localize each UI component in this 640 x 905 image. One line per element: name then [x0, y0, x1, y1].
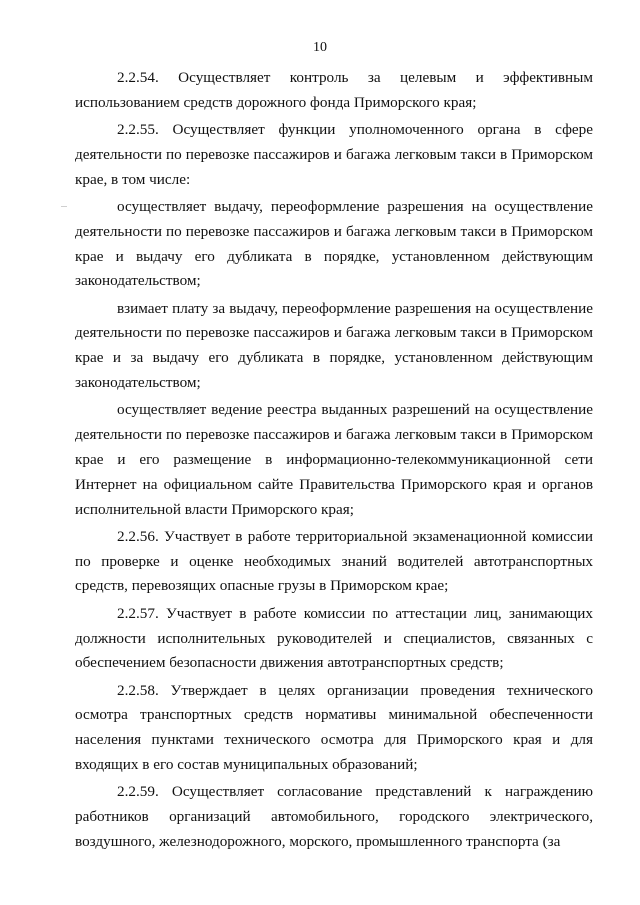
paragraph-2-2-57: 2.2.57. Участвует в работе комиссии по аттестации лиц, занимающих должности исполнительных руководителей и специалистов, связанных с обеспечением безопасности движения автотранспортных средств;: [75, 604, 593, 672]
margin-mark: [61, 206, 67, 207]
paragraph-collecting-fee: взимает плату за выдачу, переоформление разрешения на осуществление деятельности по перевозке пассажиров и багажа легковым такси в Приморском крае и за выдачу его дубликата в порядке, установленном действующим законодательством;: [75, 299, 593, 392]
paragraph-issuing-permit: осуществляет выдачу, переоформление разрешения на осуществление деятельности по перевозке пассажиров и багажа легковым такси в Приморском крае и выдачу его дубликата в порядке, установленном действующим законодательством;: [75, 197, 593, 290]
paragraph-2-2-56: 2.2.56. Участвует в работе территориальной экзаменационной комиссии по проверке и оценке необходимых знаний водителей автотранспортных средств, перевозящих опасные грузы в Приморском крае;: [75, 527, 593, 595]
paragraph-2-2-54: 2.2.54. Осуществляет контроль за целевым и эффективным использованием средств дорожного фонда Приморского края;: [75, 69, 593, 111]
paragraph-2-2-58: 2.2.58. Утверждает в целях организации проведения технического осмотра транспортных средств нормативы минимальной обеспеченности населения пунктами технического осмотра для Приморского края и для входящих в его состав муниципальных образований;: [75, 681, 593, 774]
page-number: 10: [313, 40, 327, 55]
document-body: [75, 66, 593, 857]
paragraph-2-2-59: 2.2.59. Осуществляет согласование представлений к награждению работников организаций автомобильного, городского электрического, воздушного, железнодорожного, морского, промышленного транспорта (за: [75, 783, 593, 850]
paragraph-register-maintenance: осуществляет ведение реестра выданных разрешений на осуществление деятельности по перевозке пассажиров и багажа легковым такси в Приморском крае и его размещение в информационно-телекоммуникационной сети Интернет на официальном сайте Правительства Приморского края и органов исполнительной власти Приморского края;: [75, 401, 593, 518]
paragraph-2-2-55: 2.2.55. Осуществляет функции уполномоченного органа в сфере деятельности по перевозке пассажиров и багажа легковым такси в Приморском крае, в том числе:: [75, 121, 593, 188]
